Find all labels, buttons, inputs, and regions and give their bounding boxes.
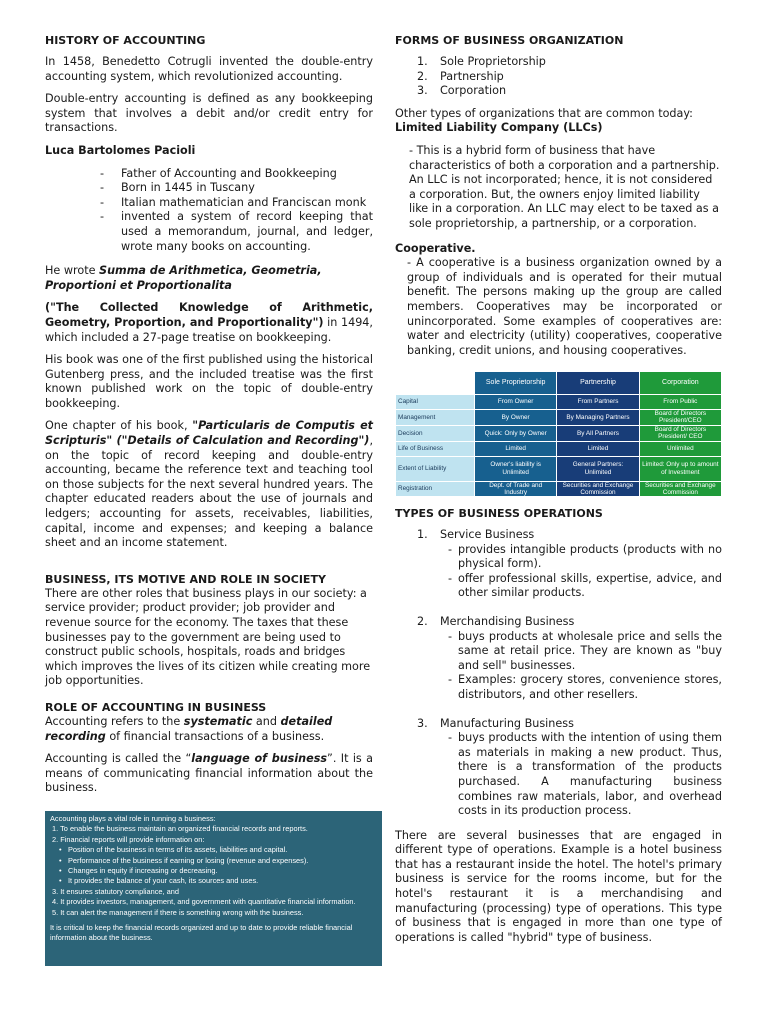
- list-item: - buys products with the intention of using them as materials in making a new product. Thus, there is a transformation of the products purchased. A manufacturing business combines raw materials, labor, and overhead costs in its production process.: [448, 731, 722, 819]
- left-column: [45, 34, 373, 804]
- systematic-paragraph: [45, 715, 373, 744]
- table-cell: Securities and Exchange Commission: [557, 481, 639, 497]
- table-cell: General Partners: Unlimited: [557, 456, 639, 481]
- collected-knowledge-rest: in 1494, which included a 27-page treatise on bookkeeping.: [45, 315, 373, 344]
- hybrid-paragraph: There are several businesses that are engaged in different type of operations. Example is a hotel business that has a restaurant inside the hotel. The hotel's primary business is service for the rooms income, but for the hotel's restaurant it is a merchandising and manufacturing (processing) type of operations. This type of business that is engaged in more than one type of operations is called "hybrid" type of business.: [395, 828, 722, 944]
- business-role-text: There are other roles that business plays in our society: a service provider; product provider; job provider and revenue source for the economy. The taxes that these businesses pay to the government are being used to construct public schools, hospitals, roads and bridges which improves the lives of its citizen while creating more job opportunities.: [45, 586, 371, 688]
- table-cell: By Managing Partners: [557, 410, 639, 426]
- operation-number: 1.: [417, 528, 428, 541]
- history-heading: HISTORY OF ACCOUNTING: [45, 34, 206, 47]
- box-item: 5. It can alert the management if there is something wrong with the business.: [52, 907, 304, 917]
- operation-title: Manufacturing Business: [440, 716, 574, 730]
- forms-list: [395, 55, 722, 99]
- list-item: - Examples: grocery stores, convenience stores, distributors, and other resellers.: [448, 673, 722, 702]
- box-sub-item: • Position of the business in terms of its assets, liabilities and capital.: [50, 845, 377, 855]
- operations-heading: TYPES OF BUSINESS OPERATIONS: [395, 507, 603, 520]
- box-item: 1. To enable the business maintain an organized financial records and reports.: [52, 824, 308, 834]
- other-types-text: Other types of organizations that are common today:: [395, 106, 693, 120]
- business-forms-table: [395, 371, 722, 497]
- chapter-rest: , on the topic of record keeping and double-entry accounting, became the reference text and teaching tool on those subjects for the next several hundred years. The chapter educated readers about the use of journals and ledgers; accounting for assets, receivables, liabilities, capital, income and expenses; and keeping a balance sheet and an income statement.: [45, 434, 373, 550]
- table-cell: Board of Directors President/CEO: [639, 410, 721, 426]
- box-sub-item: • Changes in equity if increasing or decreasing.: [50, 866, 377, 876]
- table-cell: Owner's liability is Unlimited: [475, 456, 557, 481]
- table-cell: From Public: [639, 395, 721, 410]
- coop-title: Cooperative.: [395, 241, 476, 255]
- gutenberg-paragraph: His book was one of the first published using the historical Gutenberg press, and the included treatise was the first known published work on the topic of double-entry bookkeeping.: [45, 353, 373, 410]
- pacioli-name: Luca Bartolomes Pacioli: [45, 143, 196, 157]
- language-term: language of business: [191, 752, 328, 766]
- detailed-recording-term: detailed recording: [45, 714, 333, 743]
- list-item: - Italian mathematician and Franciscan monk: [100, 196, 373, 211]
- forms-heading: FORMS OF BUSINESS ORGANIZATION: [395, 34, 624, 47]
- box-item: 2. Financial reports will provide information on:: [52, 834, 205, 844]
- right-column: [395, 34, 722, 366]
- table-row: [396, 395, 722, 410]
- llc-title: Limited Liability Company (LLCs): [395, 121, 603, 135]
- row-label: Extent of Liability: [396, 456, 475, 481]
- history-paragraph-2: Double-entry accounting is defined as any bookkeeping system that involves a debit and/or credit entry for transactions.: [45, 92, 373, 135]
- list-item: [417, 717, 722, 819]
- list-item: 3. Corporation: [417, 84, 507, 98]
- language-paragraph: [45, 752, 373, 796]
- list-item: [417, 615, 722, 703]
- table-row: [396, 441, 722, 456]
- operation-points: [440, 630, 722, 703]
- coop-text: - A cooperative is a business organization owned by a group of individuals and is operated for their mutual benefit. The persons making up the group are called members. Cooperatives may be incorporated or unincorporated. Some examples of cooperatives are: water and electricity (utility) cooperatives, cooperative banking, credit unions, and housing cooperatives.: [407, 256, 722, 357]
- chapter-title: "Particularis de Computis et Scripturis" ("Details of Calculation and Recording"): [45, 419, 373, 448]
- operation-title: Merchandising Business: [440, 614, 575, 628]
- row-label: Registration: [396, 481, 475, 497]
- list-item: 2. Partnership: [417, 69, 504, 83]
- accounting-role-box: [45, 811, 382, 966]
- box-footer: It is critical to keep the financial records organized and up to date to provide reliable financial information about the business.: [50, 923, 353, 943]
- summa-paragraph: [45, 264, 373, 293]
- operation-title: Service Business: [440, 528, 535, 541]
- table-row: [396, 456, 722, 481]
- list-item: - buys products at wholesale price and sells the same at retail price. They are known as "buy and sell" businesses.: [448, 630, 722, 674]
- table-cell: Dept. of Trade and Industry: [475, 481, 557, 497]
- table-cell: By Owner: [475, 410, 557, 426]
- table-corner: [396, 372, 475, 395]
- chapter-prefix: One chapter of his book,: [45, 419, 193, 433]
- table-cell: Securities and Exchange Commission: [639, 481, 721, 497]
- box-item: 3. It ensures statutory compliance, and: [52, 886, 179, 896]
- language-suffix: ”. It is a means of communicating financial information about the business.: [45, 752, 373, 795]
- table-cell: By All Partners: [557, 425, 639, 441]
- table-cell: Board of Directors President/ CEO: [639, 425, 721, 441]
- list-item: [417, 528, 722, 601]
- row-label: Capital: [396, 395, 475, 410]
- operation-points: [440, 731, 722, 819]
- form-label: Sole Proprietorship: [440, 55, 546, 68]
- operations-list: [395, 528, 722, 819]
- systematic-term: systematic: [183, 714, 253, 728]
- business-role-heading: BUSINESS, ITS MOTIVE AND ROLE IN SOCIETY: [45, 572, 326, 586]
- table-cell: From Partners: [557, 395, 639, 410]
- table-row: [396, 425, 722, 441]
- row-label: Life of Business: [396, 441, 475, 456]
- box-intro: Accounting plays a vital role in running a business:: [50, 814, 216, 823]
- summa-title: Summa de Arithmetica, Geometria, Proportioni et Proportionalita: [45, 264, 322, 292]
- summa-prefix: He wrote: [45, 264, 100, 278]
- collected-knowledge-title: ("The Collected Knowledge of Arithmetic, Geometry, Proportion, and Proportionality"): [45, 301, 373, 329]
- table-row: [396, 410, 722, 426]
- history-paragraph-1: In 1458, Benedetto Cotrugli invented the double-entry accounting system, which revolutionized accounting.: [45, 55, 373, 83]
- box-sub-item: • It provides the balance of your cash, its sources and uses.: [50, 876, 377, 886]
- systematic-and: and: [252, 714, 281, 728]
- form-label: Corporation: [440, 84, 507, 98]
- table-header-row: [396, 372, 722, 395]
- form-label: Partnership: [440, 69, 504, 83]
- table-row: [396, 481, 722, 497]
- list-item: - invented a system of record keeping that used a memorandum, journal, and ledger, wrote many books on accounting.: [100, 210, 373, 254]
- table-cell: Limited: [475, 441, 557, 456]
- table-cell: Unlimited: [639, 441, 721, 456]
- list-item: 1. Sole Proprietorship: [417, 55, 546, 68]
- row-label: Management: [396, 410, 475, 426]
- pacioli-facts-list: [45, 167, 373, 255]
- llc-text: - This is a hybrid form of business that have characteristics of both a corporation and a partnership. An LLC is not incorporated; hence, it is not considered a corporation. But, the owners enjoy limited liability like in a corporation. An LLC may elect to be taxed as a sole proprietorship, a partnership, or a corporation.: [409, 143, 720, 230]
- collected-knowledge-paragraph: [45, 301, 373, 345]
- list-item: - offer professional skills, expertise, advice, and other similar products.: [448, 572, 722, 601]
- column-header: Sole Proprietorship: [475, 372, 557, 395]
- list-item: - Father of Accounting and Bookkeeping: [100, 167, 373, 182]
- table-cell: Quick: Only by Owner: [475, 425, 557, 441]
- operation-number: 3.: [417, 716, 428, 730]
- box-sub-item: • Performance of the business if earning or losing (revenue and expenses).: [50, 856, 377, 866]
- role-accounting-heading: ROLE OF ACCOUNTING IN BUSINESS: [45, 700, 267, 714]
- systematic-suffix: of financial transactions of a business.: [105, 729, 325, 743]
- table-cell: Limited: Only up to amount of Investment: [639, 456, 721, 481]
- list-item: - provides intangible products (products with no physical form).: [448, 543, 722, 572]
- operation-number: 2.: [417, 614, 428, 628]
- table-cell: Limited: [557, 441, 639, 456]
- list-item: - Born in 1445 in Tuscany: [100, 181, 373, 196]
- language-prefix: Accounting is called the “: [45, 752, 192, 766]
- column-header: Corporation: [639, 372, 721, 395]
- operations-section: [395, 507, 722, 953]
- box-item: 4. It provides investors, management, and government with quantitative financial information.: [52, 897, 356, 907]
- column-header: Partnership: [557, 372, 639, 395]
- systematic-prefix: Accounting refers to the: [45, 714, 184, 728]
- table-cell: From Owner: [475, 395, 557, 410]
- chapter-paragraph: [45, 419, 373, 550]
- operation-points: [440, 543, 722, 601]
- row-label: Decision: [396, 425, 475, 441]
